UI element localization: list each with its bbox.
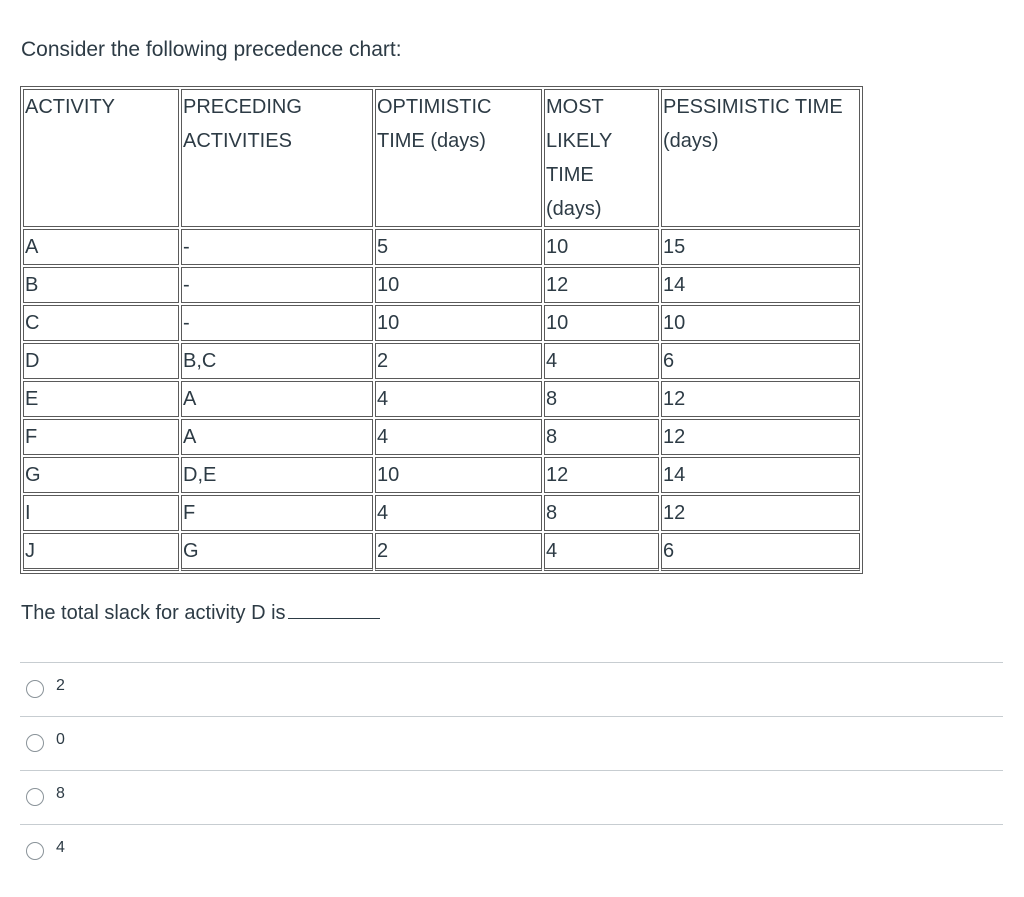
cell-pessimistic: 14 — [661, 457, 860, 493]
cell-activity: E — [23, 381, 179, 417]
cell-pessimistic: 12 — [661, 381, 860, 417]
answer-option[interactable] — [20, 770, 1003, 824]
table-row — [23, 533, 860, 571]
cell-preceding: A — [181, 381, 373, 417]
header-line: OPTIMISTIC — [377, 96, 492, 118]
radio-button[interactable] — [26, 788, 44, 806]
table-row — [23, 229, 860, 265]
cell-pessimistic: 12 — [661, 495, 860, 531]
cell-optimistic: 10 — [375, 457, 542, 493]
question-intro: Consider the following precedence chart: — [21, 38, 402, 61]
cell-activity: B — [23, 267, 179, 303]
header-line: TIME — [546, 164, 594, 186]
cell-pessimistic: 14 — [661, 267, 860, 303]
table-header-row — [23, 89, 860, 227]
header-line: PESSIMISTIC TIME — [663, 96, 843, 118]
cell-preceding: D,E — [181, 457, 373, 493]
cell-most-likely: 8 — [544, 381, 659, 417]
question-text: The total slack for activity D is — [21, 602, 286, 624]
cell-most-likely: 4 — [544, 533, 659, 571]
answer-option-label: 4 — [56, 839, 65, 856]
answer-option[interactable] — [20, 716, 1003, 770]
cell-optimistic: 2 — [375, 533, 542, 571]
cell-most-likely: 12 — [544, 457, 659, 493]
cell-pessimistic: 12 — [661, 419, 860, 455]
cell-activity: J — [23, 533, 179, 571]
table-row — [23, 343, 860, 379]
cell-preceding: - — [181, 229, 373, 265]
cell-preceding: - — [181, 267, 373, 303]
cell-optimistic: 4 — [375, 495, 542, 531]
cell-most-likely: 8 — [544, 495, 659, 531]
header-optimistic-time — [375, 89, 542, 227]
cell-most-likely: 4 — [544, 343, 659, 379]
cell-preceding: F — [181, 495, 373, 531]
table-row — [23, 419, 860, 455]
cell-optimistic: 4 — [375, 419, 542, 455]
cell-most-likely: 10 — [544, 229, 659, 265]
radio-button[interactable] — [26, 842, 44, 860]
cell-activity: G — [23, 457, 179, 493]
question-prompt — [21, 600, 380, 625]
cell-activity: D — [23, 343, 179, 379]
table-row — [23, 495, 860, 531]
header-line: (days) — [546, 198, 602, 220]
answer-option-label: 0 — [56, 731, 65, 748]
header-pessimistic-time — [661, 89, 860, 227]
cell-optimistic: 10 — [375, 305, 542, 341]
cell-optimistic: 10 — [375, 267, 542, 303]
cell-activity: A — [23, 229, 179, 265]
header-preceding-activities — [181, 89, 373, 227]
header-line: ACTIVITIES — [183, 130, 292, 152]
cell-activity: F — [23, 419, 179, 455]
header-line: ACTIVITY — [25, 96, 116, 118]
cell-pessimistic: 15 — [661, 229, 860, 265]
answer-blank — [288, 600, 380, 619]
cell-optimistic: 5 — [375, 229, 542, 265]
answer-options — [20, 662, 1003, 878]
cell-activity: C — [23, 305, 179, 341]
cell-pessimistic: 6 — [661, 533, 860, 571]
cell-preceding: B,C — [181, 343, 373, 379]
cell-optimistic: 4 — [375, 381, 542, 417]
cell-preceding: G — [181, 533, 373, 571]
table-row — [23, 267, 860, 303]
table-row — [23, 457, 860, 493]
header-activity — [23, 89, 179, 227]
answer-option-label: 2 — [56, 677, 65, 694]
answer-option[interactable] — [20, 824, 1003, 878]
header-line: (days) — [663, 130, 719, 152]
radio-button[interactable] — [26, 680, 44, 698]
header-line: PRECEDING — [183, 96, 302, 118]
cell-pessimistic: 6 — [661, 343, 860, 379]
answer-option[interactable] — [20, 662, 1003, 716]
header-line: TIME (days) — [377, 130, 486, 152]
cell-optimistic: 2 — [375, 343, 542, 379]
header-line: MOST — [546, 96, 604, 118]
answer-option-label: 8 — [56, 785, 65, 802]
cell-most-likely: 12 — [544, 267, 659, 303]
radio-button[interactable] — [26, 734, 44, 752]
cell-preceding: A — [181, 419, 373, 455]
cell-pessimistic: 10 — [661, 305, 860, 341]
precedence-table — [20, 86, 863, 574]
table-row — [23, 305, 860, 341]
header-most-likely-time — [544, 89, 659, 227]
cell-most-likely: 8 — [544, 419, 659, 455]
header-line: LIKELY — [546, 130, 613, 152]
cell-activity: I — [23, 495, 179, 531]
cell-preceding: - — [181, 305, 373, 341]
table-row — [23, 381, 860, 417]
cell-most-likely: 10 — [544, 305, 659, 341]
